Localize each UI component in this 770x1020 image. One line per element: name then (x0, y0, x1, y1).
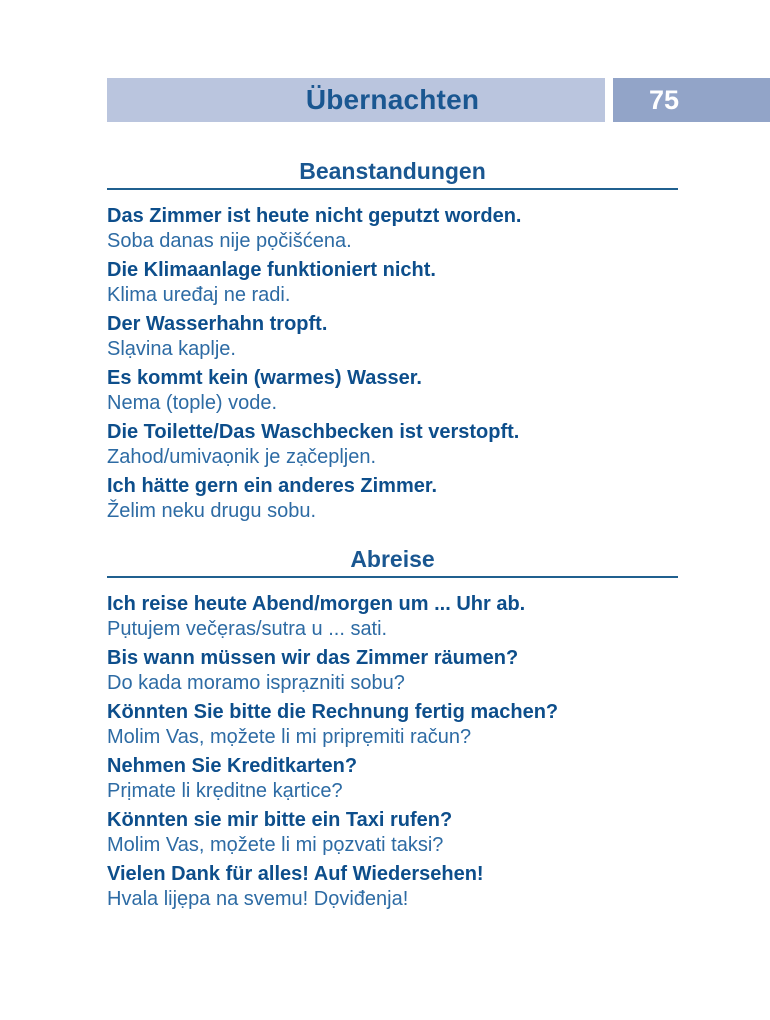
phrase-pair (107, 204, 678, 254)
german-phrase: Vielen Dank für alles! Auf Wiedersehen! (107, 863, 484, 885)
german-phrase: Es kommt kein (warmes) Wasser. (107, 367, 422, 389)
croatian-translation: Slạvina kaplje. (107, 338, 236, 360)
german-phrase: Könnten Sie bitte die Rechnung fertig machen? (107, 701, 559, 723)
croatian-translation: Klima uređaj ne radi. (107, 284, 291, 306)
phrase-pair (107, 592, 678, 642)
croatian-translation: Molim Vas, mọžete li mi priprẹmiti račun? (107, 726, 472, 748)
section-heading: Beanstandungen (107, 158, 678, 190)
german-phrase: Das Zimmer ist heute nicht geputzt worden. (107, 205, 522, 227)
croatian-translation: Zahod/umivaọnik je zạčepljen. (107, 446, 377, 468)
phrase-pair (107, 754, 678, 804)
phrase-pair (107, 474, 678, 524)
page-number: 75 (648, 85, 680, 115)
german-phrase: Bis wann müssen wir das Zimmer räumen? (107, 647, 519, 669)
croatian-translation: Pụtujem večẹras/sutra u ... sati. (107, 618, 388, 640)
phrase-pair (107, 420, 678, 470)
croatian-translation: Do kada moramo isprạzniti sobu? (107, 672, 405, 694)
german-phrase: Ich hätte gern ein anderes Zimmer. (107, 475, 438, 497)
croatian-translation: Nema (tople) vode. (107, 392, 278, 414)
german-phrase: Ich reise heute Abend/morgen um ... Uhr ab. (107, 593, 526, 615)
page-header (107, 78, 770, 122)
croatian-translation: Prịmate li krẹditne kạrtice? (107, 780, 343, 802)
croatian-translation: Hvala lijẹpa na svemu! Dọviđenja! (107, 888, 409, 910)
phrase-pair (107, 700, 678, 750)
german-phrase: Die Klimaanlage funktioniert nicht. (107, 259, 436, 281)
phrase-pair (107, 366, 678, 416)
german-phrase: Der Wasserhahn tropft. (107, 313, 328, 335)
croatian-translation: Soba danas nije pọčišćena. (107, 230, 352, 252)
croatian-translation: Molim Vas, mọžete li mi pọzvati taksi? (107, 834, 444, 856)
chapter-title: Übernachten (305, 84, 480, 115)
phrase-pair (107, 312, 678, 362)
phrase-pair (107, 646, 678, 696)
phrase-pair (107, 258, 678, 308)
german-phrase: Nehmen Sie Kreditkarten? (107, 755, 358, 777)
section-abreise (107, 546, 678, 912)
german-phrase: Die Toilette/Das Waschbecken ist verstopft. (107, 421, 520, 443)
phrase-pair (107, 808, 678, 858)
phrasebook-content (107, 158, 678, 912)
croatian-translation: Želim neku drugu sobu. (107, 500, 317, 522)
section-heading: Abreise (107, 546, 678, 578)
section-beanstandungen (107, 158, 678, 524)
phrase-pair (107, 862, 678, 912)
german-phrase: Könnten sie mir bitte ein Taxi rufen? (107, 809, 453, 831)
